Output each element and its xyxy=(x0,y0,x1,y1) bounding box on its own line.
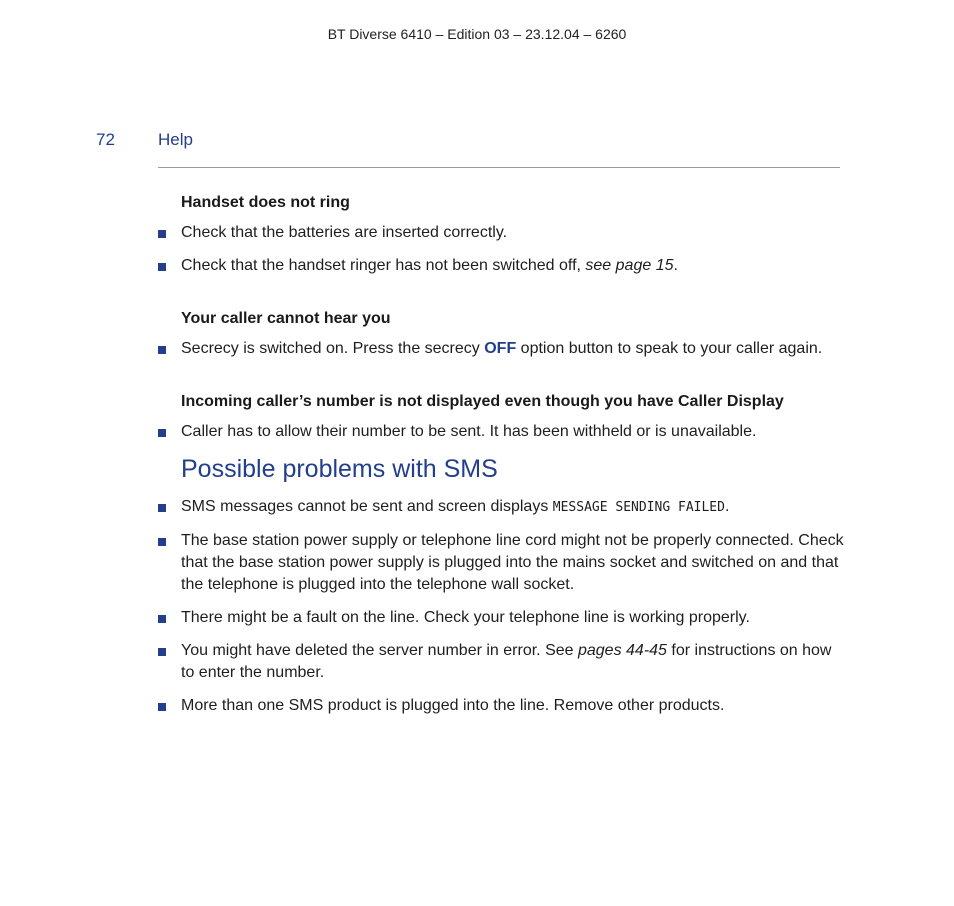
bullet-icon xyxy=(158,230,166,238)
bullet-icon xyxy=(158,263,166,271)
item-text: Check that the handset ringer has not been switched off, xyxy=(181,257,586,274)
item-text: Check that the batteries are inserted correctly. xyxy=(181,224,508,241)
bullet-icon xyxy=(158,615,166,623)
item-text: option button to speak to your caller again. xyxy=(516,340,823,357)
page-reference: pages 44-45 xyxy=(577,642,667,659)
off-key-label: OFF xyxy=(484,340,517,357)
bullet-icon xyxy=(158,538,166,546)
item-text: The base station power supply or telephone line cord might not be properly connected. Check that the base station power supply is plugged into the mains socket and switched on and that the telephone is plugged into the telephone wall socket. xyxy=(181,532,844,593)
item-text: . xyxy=(724,498,730,515)
list-item xyxy=(158,421,848,443)
item-text: . xyxy=(673,257,678,274)
page-number: 72 xyxy=(96,130,115,149)
list-item xyxy=(158,496,848,519)
item-text: There might be a fault on the line. Check your telephone line is working properly. xyxy=(181,609,750,626)
bullet-icon xyxy=(158,504,166,512)
item-text: Secrecy is switched on. Press the secrecy xyxy=(181,340,485,357)
list-item xyxy=(158,338,848,360)
item-text: More than one SMS product is plugged into the line. Remove other products. xyxy=(181,697,725,714)
item-text: Caller has to allow their number to be sent. It has been withheld or is unavailable. xyxy=(181,423,757,440)
heading-caller-cannot-hear: Your caller cannot hear you xyxy=(181,310,391,327)
list-item xyxy=(158,222,848,244)
document-header: BT Diverse 6410 – Edition 03 – 23.12.04 – 6260 xyxy=(327,26,627,42)
heading-caller-number-not-displayed: Incoming caller’s number is not displayed even though you have Caller Display xyxy=(181,393,784,410)
page-reference: see page 15 xyxy=(585,257,674,274)
list-item xyxy=(158,530,848,596)
sms-section-title: Possible problems with SMS xyxy=(181,455,498,483)
list-item xyxy=(158,695,848,717)
list-item xyxy=(158,607,848,629)
section-name: Help xyxy=(158,130,193,149)
item-text: SMS messages cannot be sent and screen displays xyxy=(181,498,553,515)
display-message: MESSAGE SENDING FAILED xyxy=(552,500,725,515)
bullet-icon xyxy=(158,346,166,354)
bullet-icon xyxy=(158,429,166,437)
bullet-icon xyxy=(158,703,166,711)
list-item xyxy=(158,640,848,684)
item-text: You might have deleted the server number in error. See xyxy=(181,642,578,659)
item-text: for instructions on how to enter the number. xyxy=(181,642,832,681)
main-content xyxy=(158,194,848,728)
list-item xyxy=(158,255,848,277)
heading-handset-does-not-ring: Handset does not ring xyxy=(181,194,350,211)
bullet-icon xyxy=(158,648,166,656)
header-divider xyxy=(158,167,840,168)
